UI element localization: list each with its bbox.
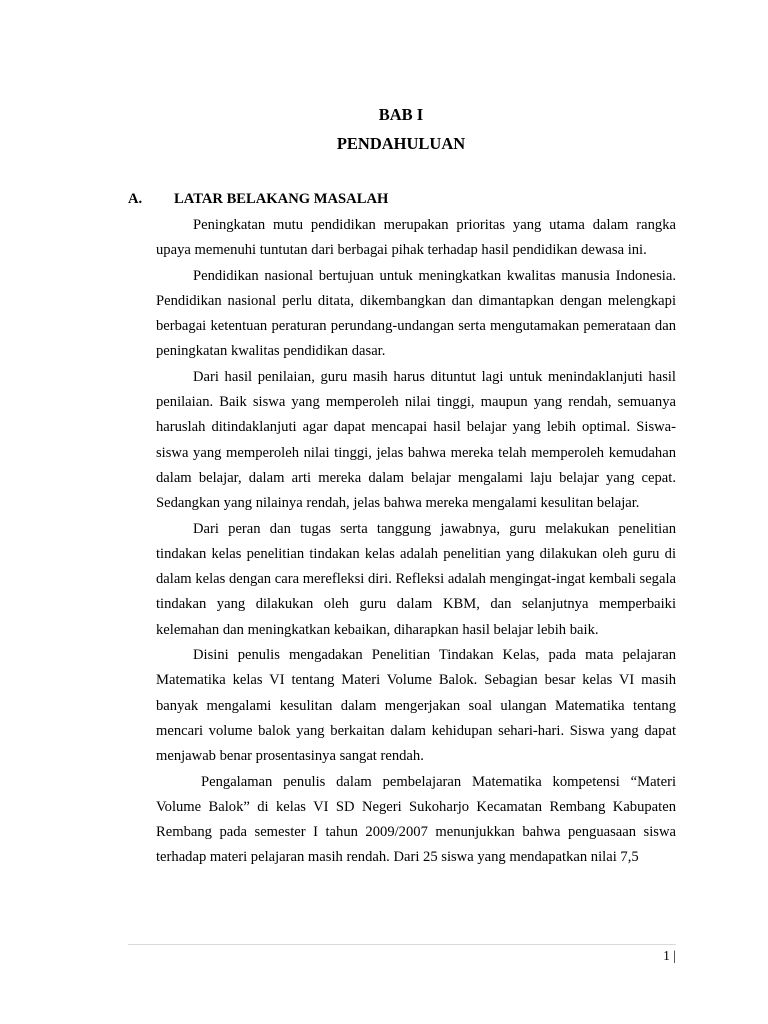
paragraph: Peningkatan mutu pendidikan merupakan prioritas yang utama dalam rangka upaya memenuhi tuntutan dari berbagai pihak terhadap hasil pendidikan dewasa ini. <box>156 217 676 259</box>
section-title: LATAR BELAKANG MASALAH <box>174 191 389 207</box>
body-text <box>156 213 676 871</box>
chapter-title: PENDAHULUAN <box>336 134 466 153</box>
section-heading <box>128 191 388 208</box>
chapter-number: BAB I <box>378 105 424 124</box>
footer-divider <box>128 944 676 945</box>
paragraph: Pengalaman penulis dalam pembelajaran Matematika kompetensi “Materi Volume Balok” di kelas VI SD Negeri Sukoharjo Kecamatan Rembang Kabupaten Rembang pada semester I tahun 2009/2007 menunjukkan bahwa penguasaan siswa terhadap materi pelajaran masih rendah. Dari 25 siswa yang mendapatkan nilai 7,5 <box>156 773 676 866</box>
paragraph: Dari hasil penilaian, guru masih harus dituntut lagi untuk menindaklanjuti hasil penilaian. Baik siswa yang memperoleh nilai tinggi, maupun yang rendah, semuanya haruslah ditindaklanjuti agar dapat mencapai hasil belajar yang lebih optimal. Siswa-siswa yang memperoleh nilai tinggi, jelas bahwa mereka telah memperoleh kemudahan dalam belajar, dalam arti mereka dalam belajar mengalami laju belajar yang cepat. Sedangkan yang nilainya rendah, jelas bahwa mereka mengalami kesulitan belajar. <box>156 368 676 512</box>
paragraph: Disini penulis mengadakan Penelitian Tindakan Kelas, pada mata pelajaran Matematika kelas VI tentang Materi Volume Balok. Sebagian besar kelas VI masih banyak mengalami kesulitan dalam mengerjakan soal ulangan Matematika tentang mencari volume balok yang berkaitan dalam kehidupan sehari-hari. Siswa yang dapat menjawab benar prosentasinya sangat rendah. <box>156 647 676 765</box>
paragraph: Dari peran dan tugas serta tanggung jawabnya, guru melakukan penelitian tindakan kelas penelitian tindakan kelas adalah penelitian yang dilakukan oleh guru di dalam kelas dengan cara merefleksi diri. Refleksi adalah mengingat-ingat kembali segala tindakan yang dilakukan oleh guru dalam KBM, dan selanjutnya memperbaiki kelemahan dan meningkatkan kebaikan, diharapkan hasil belajar lebih baik. <box>156 520 676 638</box>
paragraph: Pendidikan nasional bertujuan untuk meningkatkan kwalitas manusia Indonesia. Pendidikan nasional perlu ditata, dikembangkan dan dimantapkan dengan melengkapi berbagai ketentuan peraturan perundang-undangan serta mengutamakan pemerataan dan peningkatan kwalitas pendidikan dasar. <box>156 267 676 360</box>
section-letter: A. <box>128 191 143 207</box>
page-number: 1 | <box>663 948 676 963</box>
